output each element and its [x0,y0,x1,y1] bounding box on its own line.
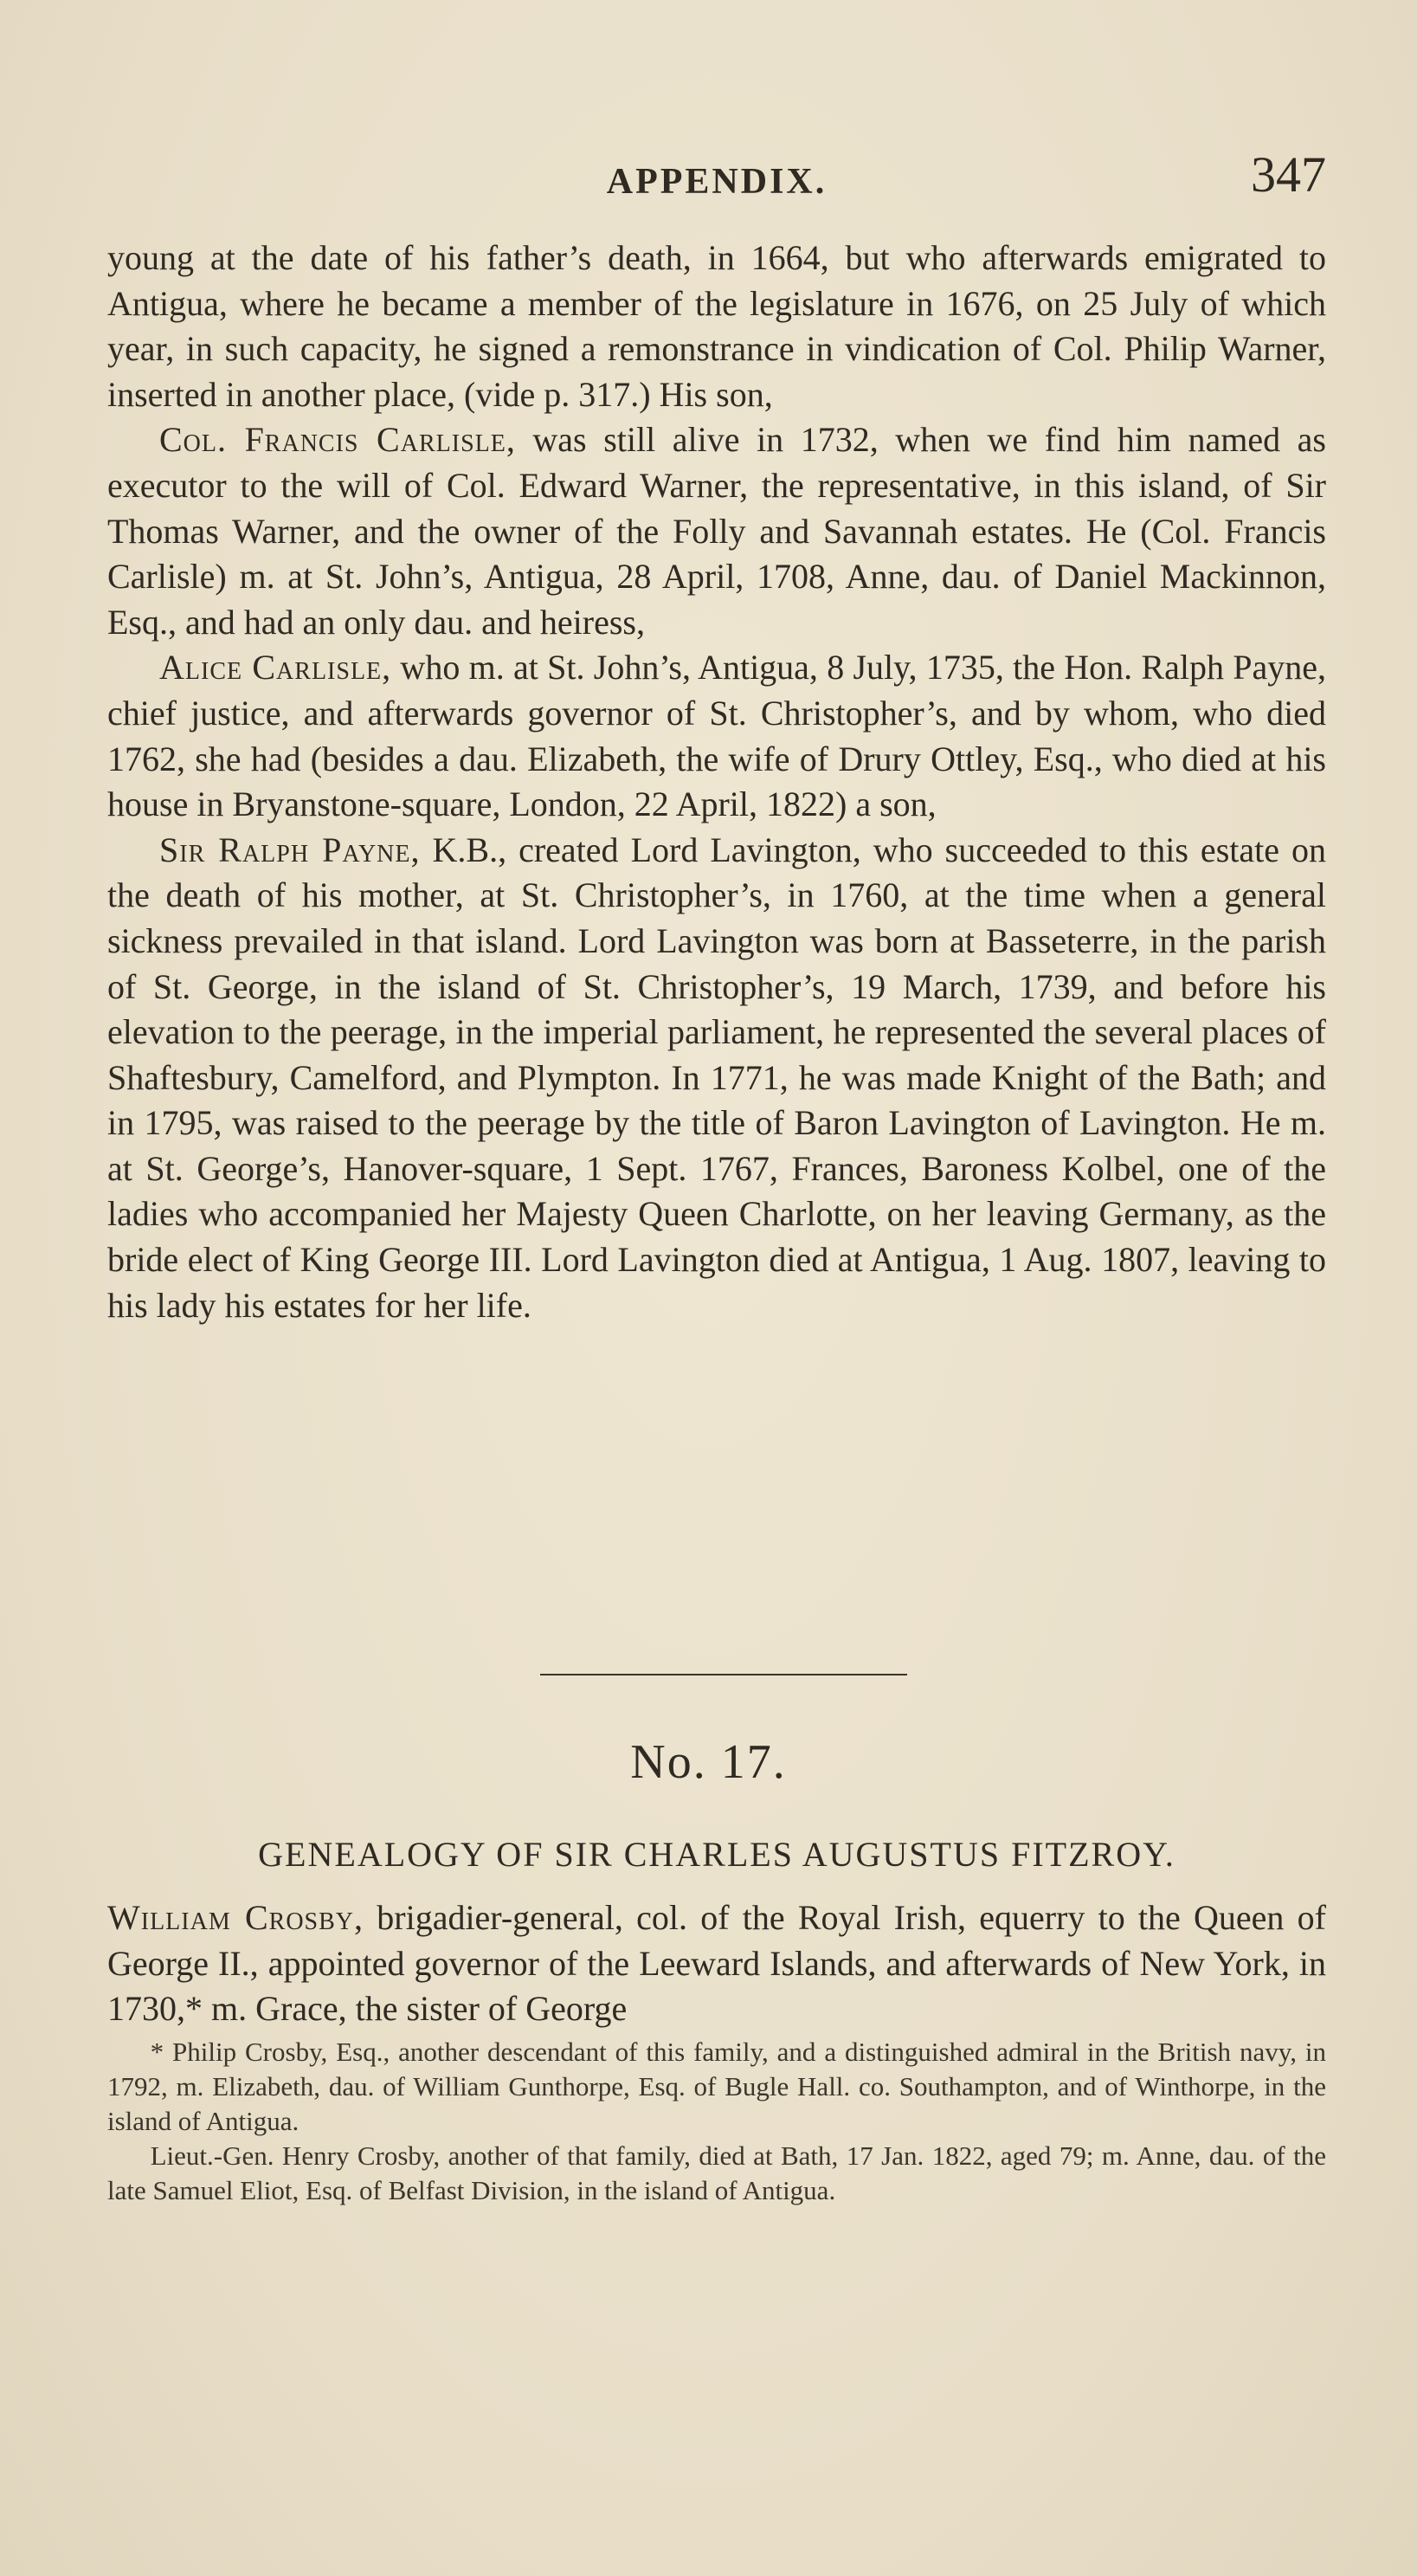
footnote-1: * Philip Crosby, Esq., another descendant of this family, and a distinguished admiral in the British navy, in 1792, m. Elizabeth, dau. of William Gunthorpe, Esq. of Bugle Hall. co. Southampton, and of Winthorpe, in the island of Antigua. [107,2037,1326,2136]
section-number: No. 17. [630,1735,787,1789]
page-number: 347 [1251,146,1326,203]
person-name-william-crosby: William Crosby, [107,1898,364,1937]
person-name-ralph-payne: Sir Ralph Payne, [159,830,421,869]
section-title: GENEALOGY OF SIR CHARLES AUGUSTUS FITZROY. [258,1835,1175,1874]
running-head [107,145,1326,206]
paragraph-4 [107,828,1326,1329]
section-paragraph-1-text: brigadier-general, col. of the Royal Irish, equerry to the Queen of George II., appointed governor of the Leeward Islands, and afterwards of New York, in 1730,* m. Grace, the sister of George [107,1898,1326,2029]
section-divider [540,1674,907,1675]
running-head-title: APPENDIX. [606,162,828,202]
section-paragraph-1 [107,1895,1326,2032]
paragraph-3-text: who m. at St. John’s, Antigua, 8 July, 1735, the Hon. Ralph Payne, chief justice, and afterwards governor of St. Christopher’s, and by whom, who died 1762, she had (besides a dau. Elizabeth, the wife of Drury Ottley, Esq., who died at his house in Bryanstone-square, London, 22 April, 1822) a son, [107,648,1326,824]
footnotes [107,2035,1326,2208]
paragraph-2-text: was still alive in 1732, when we find him named as executor to the will of Col. Edward Warner, the representative, in this island, of Sir Thomas Warner, and the owner of the Folly and Savannah estates. He (Col. Francis Carlisle) m. at St. John’s, Antigua, 28 April, 1708, Anne, dau. of Daniel Mackinnon, Esq., and had an only dau. and heiress, [107,420,1326,642]
paragraph-3 [107,645,1326,827]
person-name-alice-carlisle: Alice Carlisle, [159,648,392,688]
person-name-francis-carlisle: Col. Francis Carlisle, [159,420,516,460]
paragraph-2 [107,417,1326,645]
body-text [107,236,1326,1328]
paragraph-1: young at the date of his father’s death, in 1664, but who afterwards emigrated to Antigua, where he became a member of the legislature in 1676, on 25 July of which year, in such capacity, he signed a remonstrance in vindication of Col. Philip Warner, inserted in another place, (vide p. 317.) His son, [107,238,1326,414]
footnote-2: Lieut.-Gen. Henry Crosby, another of that family, died at Bath, 17 Jan. 1822, aged 79; m. Anne, dau. of the late Samuel Eliot, Esq. of Belfast Division, in the island of Antigua. [107,2140,1326,2205]
paragraph-4-text: K.B., created Lord Lavington, who succeeded to this estate on the death of his mother, at St. Christopher’s, in 1760, at the time when a general sickness prevailed in that island. Lord Lavington was born at Basseterre, in the parish of St. George, in the island of St. Christopher’s, 19 March, 1739, and before his elevation to the peerage, in the imperial parliament, he represented the several places of Shaftesbury, Camelford, and Plympton. In 1771, he was made Knight of the Bath; and in 1795, was raised to the peerage by the title of Baron Lavington of Lavington. He m. at St. George’s, Hanover-square, 1 Sept. 1767, Frances, Baroness Kolbel, one of the ladies who accompanied her Majesty Queen Charlotte, on her leaving Germany, as the bride elect of King George III. Lord Lavington died at Antigua, 1 Aug. 1807, leaving to his lady his estates for her life. [107,830,1326,1325]
section-body [107,1895,1326,2032]
